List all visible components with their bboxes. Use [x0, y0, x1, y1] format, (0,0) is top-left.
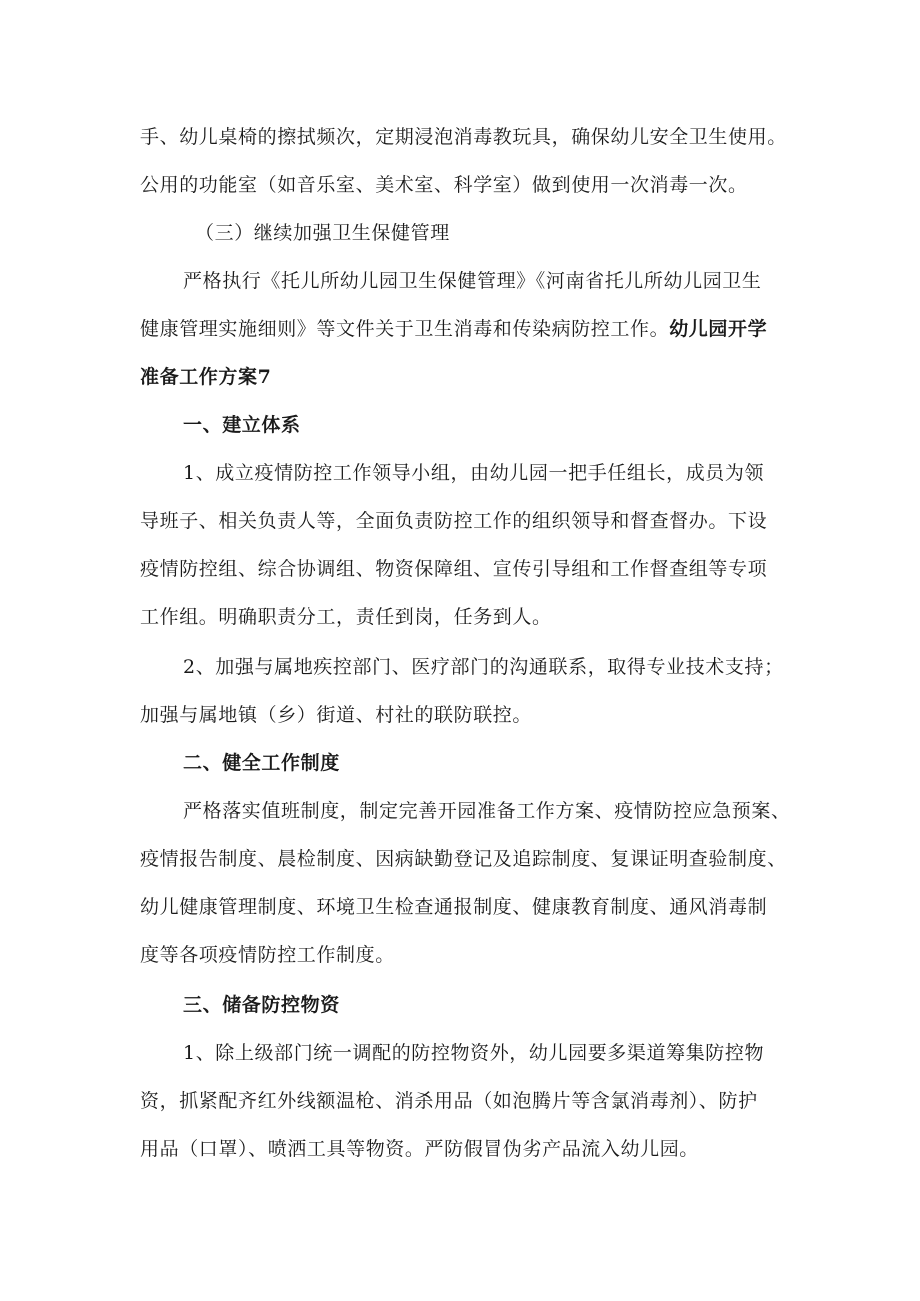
paragraph-line: 导班子、相关负责人等，全面负责防控工作的组织领导和督查督办。下设 [140, 510, 768, 532]
paragraph-line: 2、加强与属地疾控部门、医疗部门的沟通联系，取得专业技术支持； [183, 656, 784, 678]
paragraph-line: 资，抓紧配齐红外线额温枪、消杀用品（如泡腾片等含氯消毒剂）、防护 [140, 1090, 758, 1112]
paragraph-line: 严格落实值班制度，制定完善开园准备工作方案、疫情防控应急预案、 [183, 800, 791, 822]
document-title-start: 幼儿园开学 [669, 318, 768, 340]
paragraph-line: 疫情防控组、综合协调组、物资保障组、宣传引导组和工作督查组等专项 [140, 558, 768, 580]
paragraph-line: 幼儿健康管理制度、环境卫生检查通报制度、健康教育制度、通风消毒制 [140, 896, 768, 918]
section-heading: 三、储备防控物资 [183, 994, 340, 1016]
paragraph-line: 公用的功能室（如音乐室、美术室、科学室）做到使用一次消毒一次。 [140, 174, 748, 196]
paragraph-line: 手、幼儿桌椅的擦拭频次，定期浸泡消毒教玩具，确保幼儿安全卫生使用。 [140, 126, 787, 148]
paragraph-line: 严格执行《托儿所幼儿园卫生保健管理》《河南省托儿所幼儿园卫生 [183, 270, 762, 292]
subsection-heading: （三）继续加强卫生保健管理 [195, 222, 450, 244]
paragraph-line [140, 314, 767, 344]
section-heading: 二、健全工作制度 [183, 752, 340, 774]
paragraph-line: 用品（口罩）、喷洒工具等物资。严防假冒伪劣产品流入幼儿园。 [140, 1138, 699, 1160]
paragraph-line: 加强与属地镇（乡）街道、村社的联防联控。 [140, 704, 533, 726]
paragraph-line: 1、除上级部门统一调配的防控物资外，幼儿园要多渠道筹集防控物 [183, 1042, 765, 1064]
paragraph-text: 健康管理实施细则》等文件关于卫生消毒和传染病防控工作。 [140, 318, 670, 340]
section-heading: 一、建立体系 [183, 414, 301, 436]
paragraph-line: 疫情报告制度、晨检制度、因病缺勤登记及追踪制度、复课证明查验制度、 [140, 848, 787, 870]
document-title-end: 准备工作方案7 [140, 366, 272, 388]
paragraph-line: 度等各项疫情防控工作制度。 [140, 944, 395, 966]
paragraph-line: 工作组。明确职责分工，责任到岗，任务到人。 [140, 606, 552, 628]
paragraph-line: 1、成立疫情防控工作领导小组，由幼儿园一把手任组长，成员为领 [183, 462, 765, 484]
